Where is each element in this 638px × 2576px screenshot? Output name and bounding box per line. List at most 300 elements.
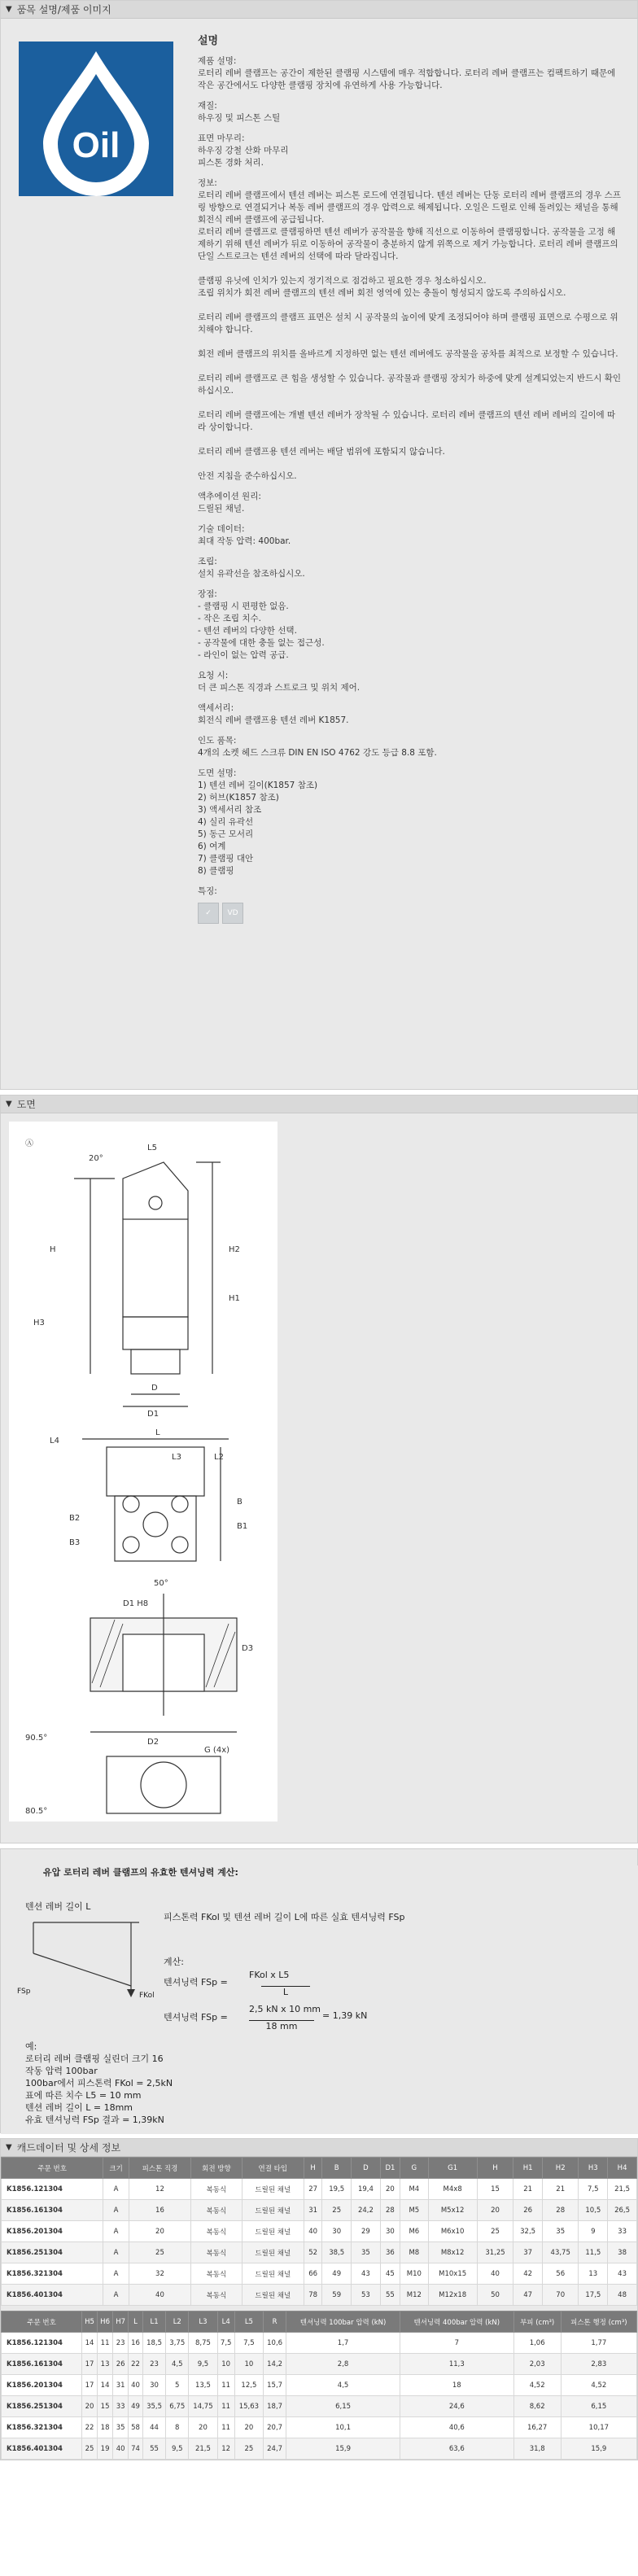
table-cell: 드릴된 채널 — [242, 2221, 304, 2242]
table-cell: 43 — [608, 2263, 637, 2285]
order-number-cell[interactable]: K1856.251304 — [2, 2396, 82, 2417]
table-cell: 드릴된 채널 — [242, 2179, 304, 2200]
table-cell: 2,83 — [561, 2354, 636, 2375]
table-cell: 20 — [234, 2417, 263, 2438]
table-cell: 25 — [234, 2438, 263, 2460]
table-cell: 26 — [513, 2200, 543, 2221]
section-body: 로터리 레버 클램프에서 텐션 레버는 피스톤 로드에 연결됩니다. 텐션 레버는 단동 로터리 레버 클램프의 경우 스프링 방향으로 연결되거나 복동 레버 클램프의 경우 압력으로 해제됩니다. 오일은 드릴로 인해 돌려있는 채널을 통해 회전식 레버 클램프에 공급됩니다. 로터리 레버 클램프로 클램핑하면 텐션 레버가 공작물을 향해 직선으로 이동하여 클램핑합니다. 공작물을 고정 해제하기 위해 텐션 레버가 뒤로 이동하여 공작물이 충분하지 않게 위쪽으로 제거 가능합니다. 로터리 레버 클램프의 단일 스트로크는 텐션 레버의 선택에 따라 달라집니다. 클램핑 유닛에 인치가 있는지 정기적으로 점검하고 필요한 경우 청소하십시오. 조립 위치가 회전 레버 클램프의 텐션 레버 회전 영역에 있는 충돌이 형성되지 않도록 주의하십시오. 로터리 레버 클램프의 클램프 표면은 설치 시 공작물의 높이에 맞게 조정되어야 하며 클램핑 표면으로 수평으로 위치해야 합니다. 회전 레버 클램프의 위치를 올바르게 지정하면 없는 텐션 레버에도 공작물을 공차를 최적으로 보정할 수 있습니다. 로터리 레버 클램프로 큰 힘을 생성할 수 있습니다. 공작물과 클램핑 장치가 하중에 맞게 설계되었는지 반드시 확인하십시오. 로터리 레버 클램프에는 개별 텐션 레버가 장착될 수 있습니다. 로터리 레버 클램프의 텐션 레버 레버의 길이에 따라 상이합니다. 로터리 레버 클램프용 텐션 레버는 배달 범위에 포함되지 않습니다. 안전 지침을 준수하십시오. — [198, 190, 621, 481]
table-cell: 20,7 — [263, 2417, 286, 2438]
table-cell: 21,5 — [189, 2438, 217, 2460]
table-row[interactable] — [2, 2354, 637, 2375]
table-cell: 8 — [166, 2417, 189, 2438]
order-number-cell[interactable]: K1856.121304 — [2, 2179, 103, 2200]
force-content — [1, 1865, 638, 2134]
table-cell: 40 — [304, 2221, 322, 2242]
table-1-block — [1, 2157, 637, 2306]
table-cell: 2,03 — [513, 2354, 561, 2375]
column-header: 텐셔닝력 400bar 압력 (kN) — [400, 2311, 513, 2333]
table-cell: 32 — [129, 2263, 190, 2285]
formula2-denominator: 18 mm — [249, 2020, 314, 2031]
table-cell: 63,6 — [400, 2438, 513, 2460]
drawing-panel-title: 도면 — [16, 1099, 36, 1110]
force-heading: 유압 로터리 레버 클램프의 유효한 텐셔닝력 계산: — [43, 1867, 238, 1878]
table-cell: 4,52 — [513, 2375, 561, 2396]
table-cell: 드릴된 채널 — [242, 2242, 304, 2263]
table-cell: 11 — [217, 2417, 234, 2438]
table-cell: 40,6 — [400, 2417, 513, 2438]
table-cell: 49 — [322, 2263, 352, 2285]
order-number-cell[interactable]: K1856.321304 — [2, 2263, 103, 2285]
section-body: - 클램핑 시 편평한 없음. - 작은 조립 치수. - 텐션 레버의 다양한 선택. - 공작물에 대한 충돌 없는 접근성. - 라인이 없는 압력 공급. — [198, 601, 325, 660]
table-cell: 17 — [82, 2354, 98, 2375]
description-heading: 설명 — [198, 35, 219, 47]
table-cell: 6,15 — [561, 2396, 636, 2417]
drawing-label-D1: D1 — [147, 1410, 160, 1419]
product-panel-header[interactable] — [1, 1, 637, 19]
table-cell: M6x10 — [428, 2221, 477, 2242]
order-number-cell[interactable]: K1856.201304 — [2, 2375, 82, 2396]
table-cell: 7,5 — [234, 2333, 263, 2354]
section-title: 인도 품목: — [198, 736, 237, 746]
product-panel — [0, 0, 638, 1090]
table-cell: 55 — [380, 2285, 400, 2306]
section-title: 요청 시: — [198, 671, 229, 680]
table-2-header-row — [2, 2311, 637, 2333]
section-title: 표면 마무리: — [198, 133, 245, 143]
drawing-label-L2: L2 — [214, 1453, 224, 1462]
table-cell: A — [103, 2242, 129, 2263]
section-body: 설치 유곽선을 참조하십시오. — [198, 569, 305, 579]
table-cell: 15,9 — [561, 2438, 636, 2460]
table-cell: 18 — [98, 2417, 113, 2438]
table-cell: 20 — [380, 2179, 400, 2200]
table-row[interactable] — [2, 2221, 637, 2242]
table-cell: 44 — [142, 2417, 165, 2438]
section-title: 제품 설명: — [198, 56, 237, 66]
table-1-header-row — [2, 2158, 637, 2179]
table-panel — [0, 2138, 638, 2460]
table-cell: 78 — [304, 2285, 322, 2306]
column-header: 부피 (cm³) — [513, 2311, 561, 2333]
table-cell: 13 — [98, 2354, 113, 2375]
column-header: H6 — [98, 2311, 113, 2333]
chevron-down-icon[interactable]: ▼ — [6, 2143, 12, 2152]
table-2-body — [2, 2333, 637, 2460]
table-cell: 16,27 — [513, 2417, 561, 2438]
table-cell: 9,5 — [166, 2438, 189, 2460]
column-header: H5 — [82, 2311, 98, 2333]
table-cell: 22 — [82, 2417, 98, 2438]
table-cell: 11,3 — [400, 2354, 513, 2375]
drawing-label-B: B — [237, 1498, 243, 1507]
drawing-label-H3: H3 — [33, 1319, 45, 1327]
chevron-down-icon[interactable]: ▼ — [6, 1100, 12, 1109]
description-sections — [198, 55, 623, 898]
table-cell: 2,8 — [286, 2354, 400, 2375]
section-title: 장점: — [198, 589, 217, 599]
table-cell: 15 — [477, 2179, 513, 2200]
table-cell: 18,5 — [142, 2333, 165, 2354]
table-cell: 11 — [217, 2396, 234, 2417]
table-cell: 26,5 — [608, 2200, 637, 2221]
example-text: 예: 로터리 레버 클램핑 실린더 크기 16 작동 압력 100bar 100bar에서 피스톤력 FKol = 2,5kN 표에 따른 치수 L5 = 10 mm 텐션 레버 길이 L = 18mm 유효 텐셔닝력 FSp 결과 = 1,39kN — [25, 2041, 173, 2125]
table-cell: 15,9 — [286, 2438, 400, 2460]
table-cell: 20 — [129, 2221, 190, 2242]
table-cell: 12,5 — [234, 2375, 263, 2396]
lever-length-label: 텐션 레버 길이 L — [25, 1901, 91, 1912]
check-feature-icon: ✓ — [198, 903, 219, 924]
table-cell: 18 — [400, 2375, 513, 2396]
table-row[interactable] — [2, 2242, 637, 2263]
drawing-label-H1: H1 — [229, 1294, 240, 1303]
table-cell: 29 — [352, 2221, 381, 2242]
table-cell: M12x18 — [428, 2285, 477, 2306]
table-cell: 16 — [129, 2200, 190, 2221]
table-cell: 27 — [304, 2179, 322, 2200]
table-cell: 4,5 — [166, 2354, 189, 2375]
column-header: H — [304, 2158, 322, 2179]
table-cell: 5 — [166, 2375, 189, 2396]
table-cell: 50 — [477, 2285, 513, 2306]
column-header: D — [352, 2158, 381, 2179]
table-cell: 24,6 — [400, 2396, 513, 2417]
table-cell: A — [103, 2179, 129, 2200]
column-header: H3 — [579, 2158, 608, 2179]
table-cell: 56 — [542, 2263, 579, 2285]
drawing-label-805: 80.5° — [25, 1807, 48, 1816]
table-cell: 55 — [142, 2438, 165, 2460]
table-cell: M8x12 — [428, 2242, 477, 2263]
table-cell: 13 — [579, 2263, 608, 2285]
drawing-label-905: 90.5° — [25, 1734, 48, 1743]
table-cell: M4x8 — [428, 2179, 477, 2200]
order-number-cell[interactable]: K1856.401304 — [2, 2285, 103, 2306]
table-cell: 12 — [129, 2179, 190, 2200]
table-cell: M12 — [400, 2285, 428, 2306]
table-cell: 30 — [322, 2221, 352, 2242]
table-cell: 13,5 — [189, 2375, 217, 2396]
section-title: 도면 설명: — [198, 768, 237, 778]
table-cell: 21 — [542, 2179, 579, 2200]
table-cell: 9,5 — [189, 2354, 217, 2375]
table-cell: 25 — [129, 2242, 190, 2263]
table-cell: 70 — [542, 2285, 579, 2306]
section-body: 드릴된 채널. — [198, 504, 245, 514]
table-cell: 43,75 — [542, 2242, 579, 2263]
table-cell: 48 — [608, 2285, 637, 2306]
drawing-panel — [0, 1095, 638, 1843]
table-cell: M10 — [400, 2263, 428, 2285]
table-row[interactable] — [2, 2179, 637, 2200]
table-cell: 25 — [322, 2200, 352, 2221]
section-body: 1) 텐션 레버 길이(K1857 참조) 2) 허브(K1857 참조) 3) 액세서리 참조 4) 실리 유곽선 5) 동근 모서리 6) 여계 7) 클램핑 대안 8) 클램핑 — [198, 781, 318, 876]
table-cell: 16 — [129, 2333, 143, 2354]
force-diagram — [17, 1913, 155, 2002]
table-cell: 35,5 — [142, 2396, 165, 2417]
column-header: 회전 방향 — [191, 2158, 243, 2179]
table-cell: 11 — [98, 2333, 113, 2354]
table-cell: 11 — [217, 2375, 234, 2396]
table-cell: 드릴된 채널 — [242, 2200, 304, 2221]
drawing-label-L: L — [155, 1428, 160, 1437]
order-number-cell[interactable]: K1856.201304 — [2, 2221, 103, 2242]
drawing-label-D1H8: D1 H8 — [123, 1599, 149, 1608]
table-cell: 14,75 — [189, 2396, 217, 2417]
drawing-label-D2: D2 — [147, 1738, 160, 1747]
table-cell: 33 — [608, 2221, 637, 2242]
table-cell: M10x15 — [428, 2263, 477, 2285]
table-cell: 14 — [98, 2375, 113, 2396]
force-desc: 피스톤력 FKol 및 텐션 레버 길이 L에 따른 실효 텐셔닝력 FSp — [164, 1912, 405, 1922]
drawing-label-L3: L3 — [172, 1453, 181, 1462]
table-cell: 23 — [113, 2333, 129, 2354]
table-cell: 74 — [129, 2438, 143, 2460]
table-cell: 28 — [380, 2200, 400, 2221]
oil-logo — [19, 42, 173, 196]
section-body: 더 큰 피스톤 직경과 스트로크 및 위치 제어. — [198, 683, 361, 693]
formula2-numerator: 2,5 kN x 10 mm — [249, 2004, 321, 2014]
table-cell: 1,77 — [561, 2333, 636, 2354]
table-cell: 복동식 — [191, 2221, 243, 2242]
table-cell: M6 — [400, 2221, 428, 2242]
table-cell: 53 — [352, 2285, 381, 2306]
table-panel-header[interactable] — [1, 2139, 637, 2157]
table-row[interactable] — [2, 2375, 637, 2396]
table-cell: A — [103, 2285, 129, 2306]
column-header: L1 — [142, 2311, 165, 2333]
product-description — [198, 25, 623, 924]
column-header: G — [400, 2158, 428, 2179]
fkol-label: FKol — [139, 1992, 155, 2000]
table-cell: 40 — [113, 2438, 129, 2460]
column-header: 텐셔닝력 100bar 압력 (kN) — [286, 2311, 400, 2333]
table-cell: 40 — [129, 2285, 190, 2306]
drawing-label-D3: D3 — [242, 1644, 254, 1653]
table-cell: M5 — [400, 2200, 428, 2221]
table-cell: 8,62 — [513, 2396, 561, 2417]
force-panel — [0, 1848, 638, 2133]
table-cell: 17,5 — [579, 2285, 608, 2306]
table-cell: 59 — [322, 2285, 352, 2306]
table-cell: 38,5 — [322, 2242, 352, 2263]
table-cell: 43 — [352, 2263, 381, 2285]
drawing-label-A: Ⓐ — [25, 1139, 33, 1148]
feature-icons — [198, 903, 623, 924]
table-cell: 19,5 — [322, 2179, 352, 2200]
table-cell: A — [103, 2263, 129, 2285]
table-cell: 35 — [352, 2242, 381, 2263]
table-cell: 31,8 — [513, 2438, 561, 2460]
table-cell: 20 — [189, 2417, 217, 2438]
table-cell: 49 — [129, 2396, 143, 2417]
table-cell: 17 — [82, 2375, 98, 2396]
section-body: 4개의 소켓 헤드 스크류 DIN EN ISO 4762 강도 등급 8.8 포함. — [198, 748, 437, 758]
table-cell: 1,06 — [513, 2333, 561, 2354]
column-header: 주문 번호 — [2, 2158, 103, 2179]
table-cell: 35 — [113, 2417, 129, 2438]
column-header: H4 — [608, 2158, 637, 2179]
table-cell: 58 — [129, 2417, 143, 2438]
table-row[interactable] — [2, 2263, 637, 2285]
table-cell: 복동식 — [191, 2242, 243, 2263]
section-title: 정보: — [198, 178, 217, 188]
calc-title: 계산: — [164, 1957, 184, 1967]
table-cell: 24,2 — [352, 2200, 381, 2221]
order-number-cell[interactable]: K1856.161304 — [2, 2354, 82, 2375]
column-header: L3 — [189, 2311, 217, 2333]
table-cell: 35 — [542, 2221, 579, 2242]
table-cell: 10,6 — [263, 2333, 286, 2354]
table-cell: 10,5 — [579, 2200, 608, 2221]
column-header: 피스톤 직경 — [129, 2158, 190, 2179]
product-panel-title: 품목 설명/제품 이미지 — [16, 4, 111, 15]
column-header: H2 — [542, 2158, 579, 2179]
drawing-svg — [1, 1113, 638, 1830]
order-number-cell[interactable]: K1856.121304 — [2, 2333, 82, 2354]
table-cell: 33 — [113, 2396, 129, 2417]
table-cell: 11,5 — [579, 2242, 608, 2263]
table-cell: 52 — [304, 2242, 322, 2263]
section-body: 하우징 강철 산화 마무리 피스톤 경화 처리. — [198, 146, 289, 168]
table-cell: 19,4 — [352, 2179, 381, 2200]
table-cell: 드릴된 채널 — [242, 2285, 304, 2306]
column-header: 크기 — [103, 2158, 129, 2179]
order-number-cell[interactable]: K1856.161304 — [2, 2200, 103, 2221]
logo-text: Oil — [72, 125, 120, 165]
table-cell: M4 — [400, 2179, 428, 2200]
formula1-left: 텐셔닝력 FSp = — [164, 1977, 228, 1988]
column-header: B — [322, 2158, 352, 2179]
table-cell: 31 — [304, 2200, 322, 2221]
column-header: L5 — [234, 2311, 263, 2333]
table-cell: 7 — [400, 2333, 513, 2354]
table-cell: 20 — [82, 2396, 98, 2417]
table-panel-title: 캐드데이터 및 상세 정보 — [16, 2142, 121, 2154]
section-body: 하우징 및 피스톤 스틸 — [198, 113, 281, 123]
table-cell: 26 — [113, 2354, 129, 2375]
table-row[interactable] — [2, 2417, 637, 2438]
table-cell: 복동식 — [191, 2263, 243, 2285]
table-cell: 47 — [513, 2285, 543, 2306]
formula2-left: 텐셔닝력 FSp = — [164, 2012, 228, 2023]
table-row[interactable] — [2, 2285, 637, 2306]
table-cell: 28 — [542, 2200, 579, 2221]
table-cell: 37 — [513, 2242, 543, 2263]
table-cell: 복동식 — [191, 2179, 243, 2200]
table-cell: 7,5 — [579, 2179, 608, 2200]
table-cell: 40 — [129, 2375, 143, 2396]
section-body: 최대 작동 압력: 400bar. — [198, 536, 291, 546]
spec-table-2 — [1, 2311, 637, 2460]
column-header: H1 — [513, 2158, 543, 2179]
column-header: H — [477, 2158, 513, 2179]
table-cell: 15,7 — [263, 2375, 286, 2396]
chevron-down-icon[interactable]: ▼ — [6, 5, 12, 14]
formula1-denominator: L — [261, 1986, 310, 1997]
table-cell: 40 — [477, 2263, 513, 2285]
drawing-label-50: 50° — [154, 1579, 168, 1588]
table-cell: 10 — [234, 2354, 263, 2375]
formula1-numerator: FKol x L5 — [249, 1970, 290, 1980]
table-cell: 18,7 — [263, 2396, 286, 2417]
table-cell: 31 — [113, 2375, 129, 2396]
drawing-label-G: G (4x) — [204, 1746, 230, 1755]
table-cell: 19 — [98, 2438, 113, 2460]
section-body: 로터리 레버 클램프는 공간이 제한된 클램핑 시스템에 매우 적합합니다. 로터리 레버 클램프는 컴팩트하기 때문에 작은 공간에서도 다양한 클램핑 장치에 유연하게 사용 가능합니다. — [198, 68, 618, 90]
table-cell: 25 — [82, 2438, 98, 2460]
order-number-cell[interactable]: K1856.321304 — [2, 2417, 82, 2438]
drawing-panel-header[interactable] — [1, 1096, 637, 1113]
table-cell: 1,7 — [286, 2333, 400, 2354]
table-cell: 14 — [82, 2333, 98, 2354]
column-header: R — [263, 2311, 286, 2333]
order-number-cell[interactable]: K1856.251304 — [2, 2242, 103, 2263]
table-cell: 4,52 — [561, 2375, 636, 2396]
table-row[interactable] — [2, 2333, 637, 2354]
table-cell: 21 — [513, 2179, 543, 2200]
table-cell: 24,7 — [263, 2438, 286, 2460]
column-header: 피스톤 행정 (cm³) — [561, 2311, 636, 2333]
table-cell: 10,1 — [286, 2417, 400, 2438]
table-cell: 10,17 — [561, 2417, 636, 2438]
table-cell: 15,63 — [234, 2396, 263, 2417]
table-cell: 22 — [129, 2354, 143, 2375]
section-title: 특징: — [198, 886, 217, 896]
table-cell: 15 — [98, 2396, 113, 2417]
drawing-label-D: D — [151, 1384, 158, 1393]
section-title: 액세서리: — [198, 703, 234, 713]
table-cell: 42 — [513, 2263, 543, 2285]
table-cell: 4,5 — [286, 2375, 400, 2396]
table-cell: 25 — [477, 2221, 513, 2242]
table-cell: 36 — [380, 2242, 400, 2263]
table-cell: 복동식 — [191, 2200, 243, 2221]
table-row[interactable] — [2, 2438, 637, 2460]
table-cell: 30 — [380, 2221, 400, 2242]
table-cell: 복동식 — [191, 2285, 243, 2306]
section-title: 액추에이션 원리: — [198, 492, 261, 501]
table-cell: 21,5 — [608, 2179, 637, 2200]
table-cell: 30 — [142, 2375, 165, 2396]
column-header: D1 — [380, 2158, 400, 2179]
column-header: L4 — [217, 2311, 234, 2333]
drawing-label-H2: H2 — [229, 1245, 240, 1254]
table-cell: 드릴된 채널 — [242, 2263, 304, 2285]
table-cell: 6,15 — [286, 2396, 400, 2417]
table-cell: 14,2 — [263, 2354, 286, 2375]
table-cell: A — [103, 2221, 129, 2242]
column-header: L2 — [166, 2311, 189, 2333]
table-row[interactable] — [2, 2396, 637, 2417]
table-cell: 7,5 — [217, 2333, 234, 2354]
drawing-label-L5: L5 — [147, 1144, 157, 1152]
order-number-cell[interactable]: K1856.401304 — [2, 2438, 82, 2460]
table-cell: 12 — [217, 2438, 234, 2460]
table-cell: 9 — [579, 2221, 608, 2242]
column-header: G1 — [428, 2158, 477, 2179]
table-row[interactable] — [2, 2200, 637, 2221]
section-title: 재질: — [198, 101, 217, 111]
table-cell: M8 — [400, 2242, 428, 2263]
drawing-label-angle: 20° — [89, 1154, 103, 1163]
column-header: H7 — [113, 2311, 129, 2333]
table-1-body — [2, 2179, 637, 2306]
drawing-label-B2: B2 — [69, 1514, 81, 1523]
table-cell: 32,5 — [513, 2221, 543, 2242]
table-cell: 66 — [304, 2263, 322, 2285]
section-title: 기술 데이터: — [198, 524, 245, 534]
table-cell: 23 — [142, 2354, 165, 2375]
